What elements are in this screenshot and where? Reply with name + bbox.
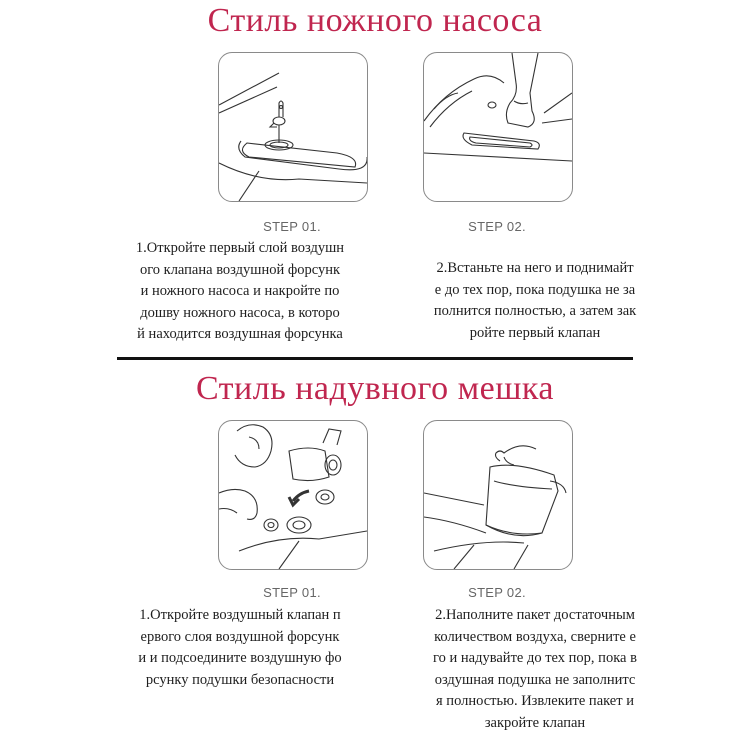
description-line: я полностью. Извлеките пакет и (436, 693, 634, 709)
step-description-2 (395, 258, 675, 344)
section-title-inflatable-bag: Стиль надувного мешка (195, 370, 555, 407)
section-divider (117, 357, 633, 360)
step-description-1 (100, 605, 380, 691)
illustration-inflatable-bag-step-1 (218, 420, 368, 570)
foot-on-pump-image (424, 53, 572, 201)
description-line: е до тех пор, пока подушка не за (434, 281, 636, 298)
description-line: закройте клапан (484, 714, 586, 731)
connect-valve-image (219, 421, 367, 569)
section-title-foot-pump: Стиль ножного насоса (207, 2, 543, 39)
description-line: и и подсоедините воздушную фо (138, 650, 342, 666)
step-label-1: STEP 01. (263, 219, 321, 234)
description-line: рсунку подушки безопасности (145, 671, 335, 688)
description-line: количеством воздуха, сверните е (434, 628, 636, 645)
description-line: й находится воздушная форсунка (137, 326, 343, 342)
inflate-bag-image (424, 421, 572, 569)
step-label-1: STEP 01. (263, 585, 321, 600)
description-line: 2.Встаньте на него и поднимайт (436, 260, 634, 276)
description-line: полнится полностью, а затем зак (433, 303, 637, 319)
description-line: и ножного насоса и накройте по (140, 283, 340, 299)
illustration-foot-pump-step-2 (423, 52, 573, 202)
step-label-2: STEP 02. (468, 585, 526, 600)
illustration-foot-pump-step-1 (218, 52, 368, 202)
description-line: ройте первый клапан (469, 324, 601, 341)
description-line: ервого слоя воздушной форсунк (140, 628, 340, 645)
step-description-1 (100, 238, 380, 346)
description-line: ого клапана воздушной форсунк (139, 261, 341, 278)
step-description-2 (395, 605, 675, 734)
description-line: дошву ножного насоса, в которо (140, 304, 340, 321)
description-line: го и надувайте до тех пор, пока в (433, 650, 637, 666)
description-line: 2.Наполните пакет достаточным (435, 607, 635, 623)
description-line: 1.Откройте первый слой воздушн (135, 240, 345, 256)
step-label-2: STEP 02. (468, 219, 526, 234)
valve-on-pad-image (219, 53, 367, 201)
illustration-inflatable-bag-step-2 (423, 420, 573, 570)
description-line: оздушная подушка не заполнитс (434, 671, 636, 688)
description-line: 1.Откройте воздушный клапан п (139, 607, 341, 623)
